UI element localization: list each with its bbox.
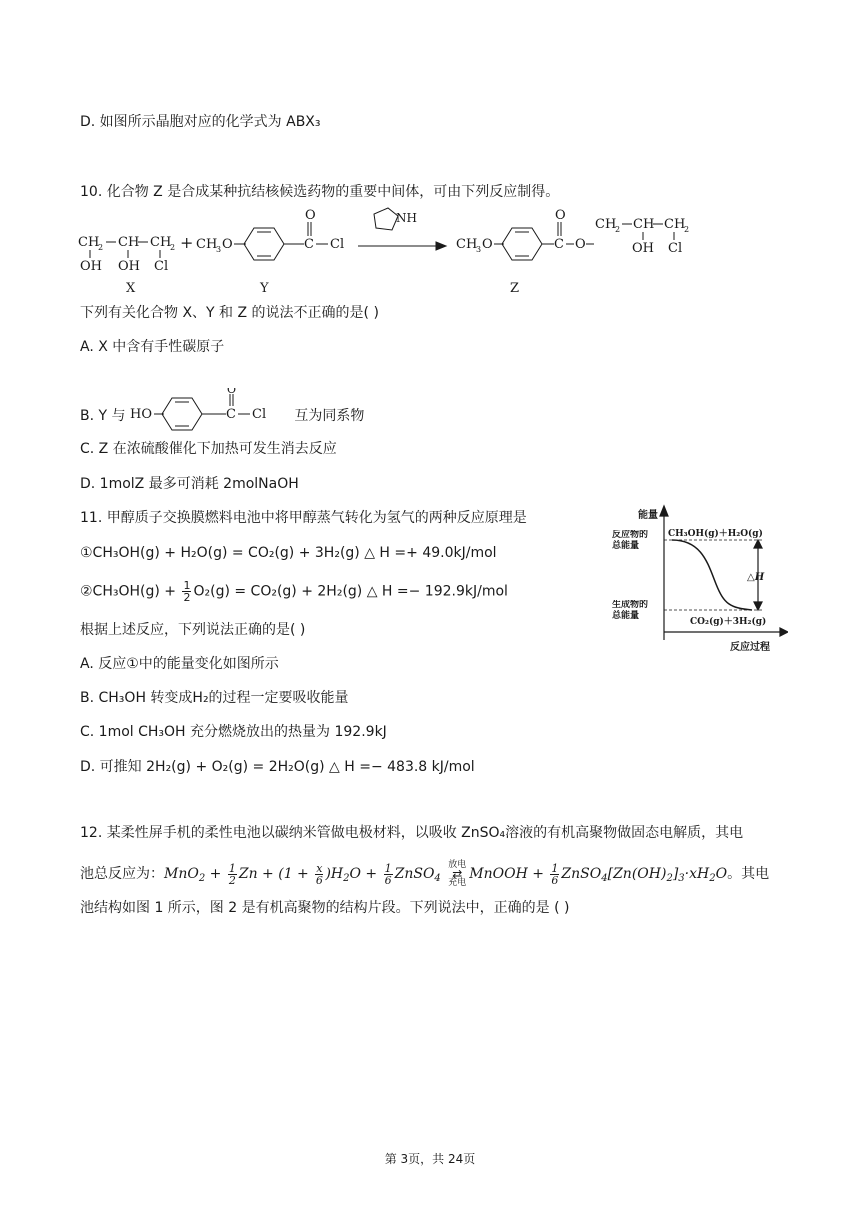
svg-text:O: O — [305, 208, 316, 223]
svg-text:Cl: Cl — [668, 241, 683, 256]
q10-option-a: A. X 中含有手性碳原子 — [80, 339, 225, 355]
svg-text:O: O — [222, 237, 233, 252]
svg-text:CH: CH — [150, 235, 172, 250]
svg-text:NH: NH — [396, 211, 417, 225]
svg-text:CH: CH — [595, 217, 617, 232]
q11-option-b: B. CH₃OH 转变成H₂的过程一定要吸收能量 — [80, 690, 349, 706]
svg-text:O: O — [482, 237, 493, 252]
q9-option-d: D. 如图所示晶胞对应的化学式为 ABX₃ — [80, 114, 321, 130]
svg-text:CH: CH — [664, 217, 686, 232]
q11-option-d: D. 可推知 2H₂(g) + O₂(g) = 2H₂O(g) △ H =− 483.8 kJ/mol — [80, 759, 475, 775]
q10-reaction-scheme — [76, 206, 696, 302]
q10-stem: 10. 化合物 Z 是合成某种抗结核候选药物的重要中间体，可由下列反应制得。 — [80, 184, 560, 200]
hydroxybenzoyl-chloride-structure — [130, 388, 290, 434]
svg-text:CH: CH — [633, 217, 655, 232]
label-y: Y — [260, 281, 269, 296]
svg-text:2: 2 — [170, 243, 176, 252]
svg-text:Cl: Cl — [154, 259, 169, 274]
label-x: X — [126, 281, 136, 296]
battery-equation: MnO$_2$ + $\frac{1}{2}$ Zn + (1 + $\frac{x}{6}$ )$H_2O$ + $\frac{1}{6}$ ZnSO$_4$ — [164, 861, 441, 887]
svg-text:3: 3 — [476, 245, 482, 254]
reactant-formula: CH₃OH(g)＋H₂O(g) — [668, 529, 763, 539]
page-footer: 第 3页，共 24页 — [384, 1152, 476, 1166]
svg-text:CH: CH — [196, 237, 218, 252]
energy-diagram — [612, 504, 788, 654]
reactant-energy-label: 反应物的总能量 — [612, 530, 649, 551]
fraction-half: $\frac{1}{2}$ — [183, 579, 191, 604]
q11-reaction-1: ①CH₃OH(g) + H₂O(g) = CO₂(g) + 3H₂(g) △ H =+ 49.0kJ/mol — [80, 545, 497, 561]
svg-text:3: 3 — [216, 245, 222, 254]
svg-text:O: O — [575, 237, 586, 252]
svg-text:HO: HO — [129, 407, 152, 422]
svg-text:O: O — [555, 208, 566, 223]
svg-text:2: 2 — [615, 225, 621, 234]
svg-text:2: 2 — [684, 225, 690, 234]
svg-text:C: C — [225, 407, 236, 422]
q12-line-3: 池结构如图 1 所示，图 2 是有机高聚物的结构片段。下列说法中，正确的是 ( ) — [80, 900, 570, 916]
svg-text:C: C — [554, 237, 564, 252]
q10-option-b: B. Y 与 HO C O Cl 互为同系物 — [80, 388, 364, 434]
reversible-arrow: 放电 ⇄ 充电 — [448, 860, 467, 888]
svg-text:Cl: Cl — [330, 237, 345, 252]
q10-question: 下列有关化合物 X、Y 和 Z 的说法不正确的是( ) — [80, 305, 379, 321]
svg-text:Cl: Cl — [251, 407, 267, 422]
svg-text:CH: CH — [456, 237, 478, 252]
svg-text:2: 2 — [98, 243, 104, 252]
svg-text:OH: OH — [80, 259, 102, 274]
product-formula: CO₂(g)＋3H₂(g) — [690, 617, 767, 627]
q12-line-2: 池总反应为：MnO$_2$ + $\frac{1}{2}$ Zn + (1 + $\frac{x}{6}$ )$H_2O$ + $\frac{1}{6}$ ZnSO$_4$ 放电 ⇄ 充电 MnOOH + $\frac{1}{6}$ $ZnSO_4[Zn(OH)_2]_3\cdot xH_2O$。其电 — [80, 860, 770, 888]
energy-axis-label: 能量 — [638, 510, 658, 521]
product-energy-label: 生成物的总能量 — [612, 600, 649, 621]
label-z: Z — [510, 281, 520, 296]
svg-text:+: + — [180, 233, 194, 252]
svg-text:CH: CH — [118, 235, 140, 250]
svg-text:OH: OH — [118, 259, 140, 274]
q11-stem: 11. 甲醇质子交换膜燃料电池中将甲醇蒸气转化为氢气的两种反应原理是 — [80, 510, 527, 526]
svg-text:O: O — [226, 388, 236, 396]
q10-option-d: D. 1molZ 最多可消耗 2molNaOH — [80, 476, 299, 492]
q10-option-c: C. Z 在浓硫酸催化下加热可发生消去反应 — [80, 441, 337, 457]
q11-question: 根据上述反应，下列说法正确的是( ) — [80, 622, 306, 638]
delta-h-label: △H — [747, 572, 765, 583]
q11-option-c: C. 1mol CH₃OH 充分燃烧放出的热量为 192.9kJ — [80, 724, 387, 740]
q11-reaction-2: ②CH₃OH(g) + $\frac{1}{2}$ O₂(g) = CO₂(g) + 2H₂(g) △ H =− 192.9kJ/mol — [80, 579, 508, 604]
q12-line-1: 12. 某柔性屏手机的柔性电池以碳纳米管做电极材料，以吸收 ZnSO₄溶液的有机高聚物做固态电解质，其电 — [80, 825, 744, 841]
process-axis-label: 反应过程 — [730, 642, 770, 653]
svg-text:C: C — [304, 237, 314, 252]
q11-option-a: A. 反应①中的能量变化如图所示 — [80, 656, 279, 672]
svg-text:OH: OH — [632, 241, 654, 256]
svg-text:CH: CH — [78, 235, 100, 250]
